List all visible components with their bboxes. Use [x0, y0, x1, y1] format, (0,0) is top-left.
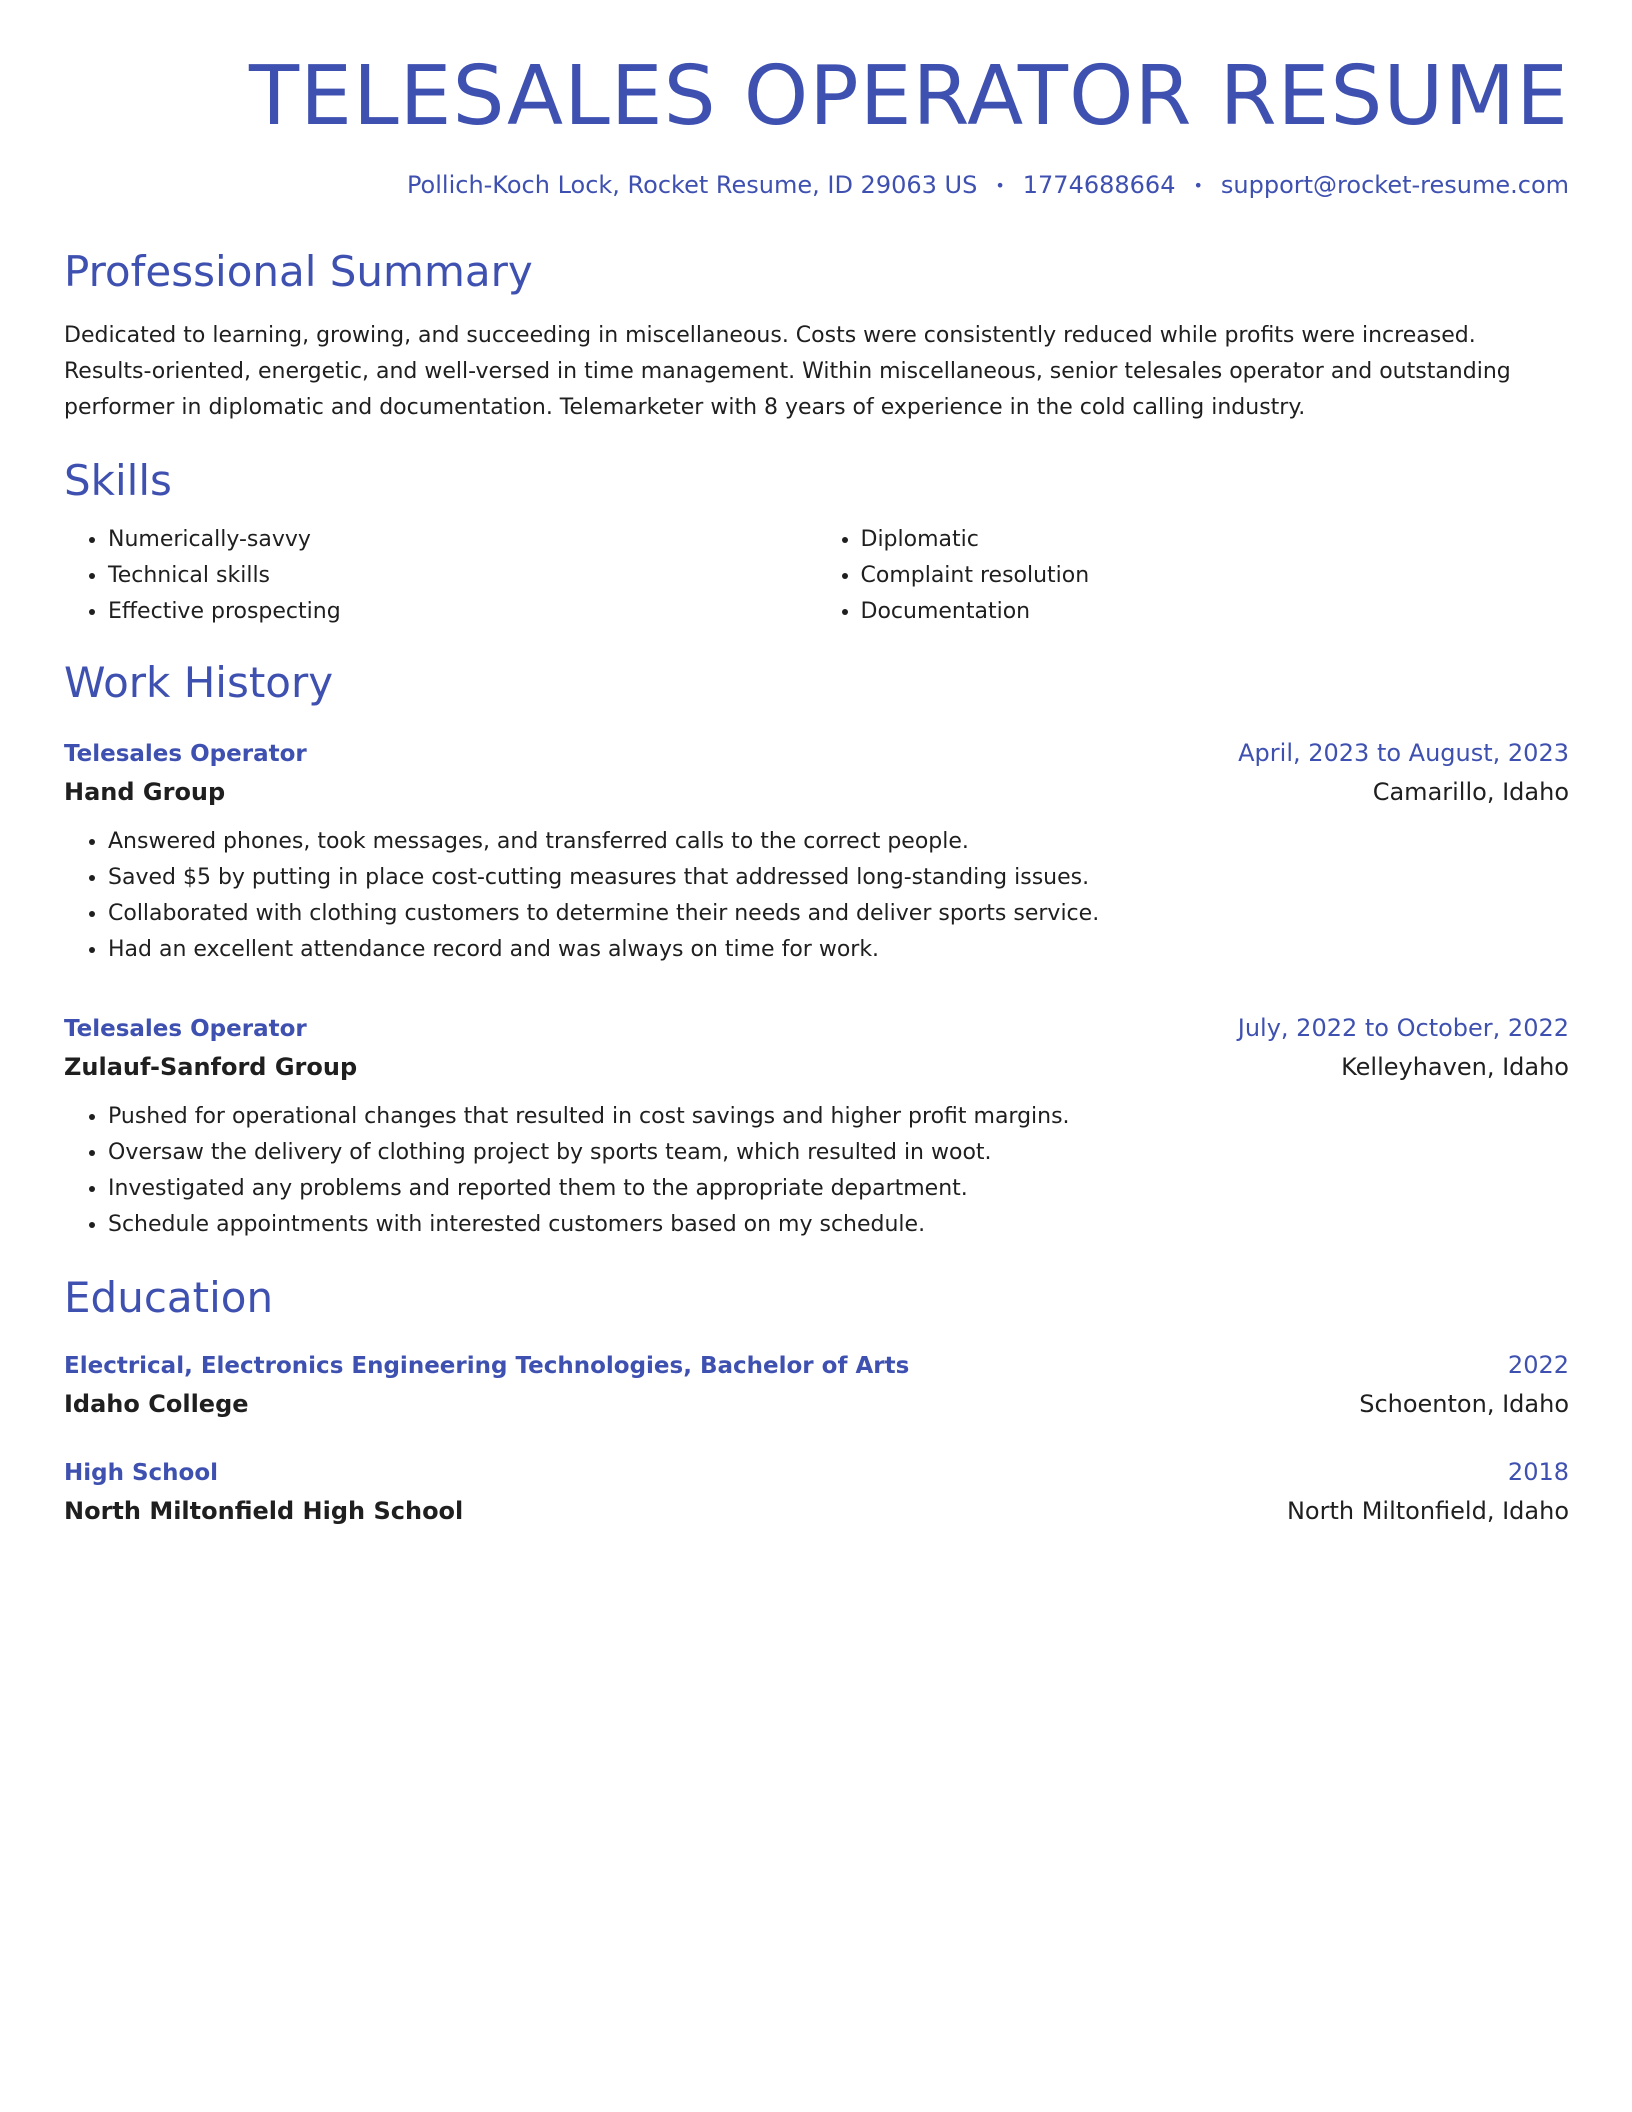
job-title: Telesales Operator	[64, 1015, 307, 1042]
education-school-row	[64, 1384, 1569, 1424]
job-duty: • Answered phones, took messages, and transferred calls to the correct people.	[108, 824, 1569, 860]
job-company-row	[64, 1047, 1569, 1087]
job-company: Hand Group	[64, 777, 226, 806]
job-duty: • Pushed for operational changes that resulted in cost savings and higher profit margins.	[108, 1099, 1569, 1135]
job-location: Camarillo, Idaho	[1372, 777, 1569, 806]
job-duty: • Schedule appointments with interested customers based on my schedule.	[108, 1207, 1569, 1243]
education-degree-row	[64, 1347, 1569, 1384]
job-duty: • Collaborated with clothing customers to determine their needs and deliver sports service.	[108, 896, 1569, 932]
skills-list-left	[64, 522, 817, 630]
section-heading-work: Work History	[64, 658, 334, 708]
contact-separator: •	[1193, 175, 1203, 195]
education-section	[64, 1273, 1569, 1531]
contact-line	[64, 170, 1569, 201]
education-year: 2018	[1507, 1457, 1569, 1486]
education-year: 2022	[1507, 1350, 1569, 1379]
job-title-row	[64, 735, 1569, 772]
job-duty: • Investigated any problems and reported them to the appropriate department.	[108, 1171, 1569, 1207]
section-heading-education: Education	[64, 1272, 274, 1322]
education-entry	[64, 1454, 1569, 1531]
skill-item: • Numerically-savvy	[108, 522, 817, 558]
job-title-row	[64, 1010, 1569, 1047]
skill-item: • Complaint resolution	[861, 558, 1570, 594]
resume-title: TELESALES OPERATOR RESUME	[249, 49, 1569, 144]
job-duty: • Had an excellent attendance record and was always on time for work.	[108, 932, 1569, 968]
job-title: Telesales Operator	[64, 740, 307, 767]
skills-grid	[64, 522, 1569, 630]
skills-list-right	[817, 522, 1570, 630]
resume-header	[64, 0, 1569, 201]
job-duties-list	[64, 1099, 1569, 1243]
education-degree: High School	[64, 1459, 219, 1486]
education-location: North Miltonfield, Idaho	[1286, 1496, 1569, 1525]
education-degree-row	[64, 1454, 1569, 1491]
work-history-section	[64, 658, 1569, 1242]
education-degree: Electrical, Electronics Engineering Technologies, Bachelor of Arts	[64, 1352, 910, 1379]
job-dates: July, 2022 to October, 2022	[1237, 1013, 1569, 1042]
skill-item: • Diplomatic	[861, 522, 1570, 558]
contact-separator: •	[995, 175, 1005, 195]
education-school: Idaho College	[64, 1389, 249, 1418]
professional-summary-section	[64, 247, 1569, 425]
summary-text: Dedicated to learning, growing, and succeeding in miscellaneous. Costs were consistently reduced while profits were increased. Results-oriented, energetic, and well-versed in time management. Within miscellaneous, senior telesales operator and outstanding performer in diplomatic and documentation. Telemarketer with 8 years of experience in the cold calling industry.	[64, 322, 1511, 420]
education-location: Schoenton, Idaho	[1359, 1389, 1569, 1418]
contact-phone: 1774688664	[1022, 171, 1176, 200]
skill-item: • Documentation	[861, 594, 1570, 630]
job-company: Zulauf-Sanford Group	[64, 1052, 358, 1081]
education-school: North Miltonfield High School	[64, 1496, 464, 1525]
job-duty: • Saved $5 by putting in place cost-cutting measures that addressed long-standing issues.	[108, 860, 1569, 896]
job-entry	[64, 1010, 1569, 1243]
job-duties-list	[64, 824, 1569, 968]
education-entry	[64, 1347, 1569, 1424]
job-duty: • Oversaw the delivery of clothing project by sports team, which resulted in woot.	[108, 1135, 1569, 1171]
section-heading-skills: Skills	[64, 455, 172, 505]
job-dates: April, 2023 to August, 2023	[1238, 738, 1569, 767]
skill-item: • Effective prospecting	[108, 594, 817, 630]
skill-item: • Technical skills	[108, 558, 817, 594]
education-school-row	[64, 1491, 1569, 1531]
skills-section	[64, 456, 1569, 630]
section-heading-summary: Professional Summary	[64, 247, 533, 297]
contact-address: Pollich-Koch Lock, Rocket Resume, ID 29063 US	[406, 171, 978, 200]
job-location: Kelleyhaven, Idaho	[1341, 1052, 1569, 1081]
contact-email: support@rocket-resume.com	[1220, 171, 1569, 200]
job-entry	[64, 735, 1569, 968]
job-company-row	[64, 772, 1569, 812]
